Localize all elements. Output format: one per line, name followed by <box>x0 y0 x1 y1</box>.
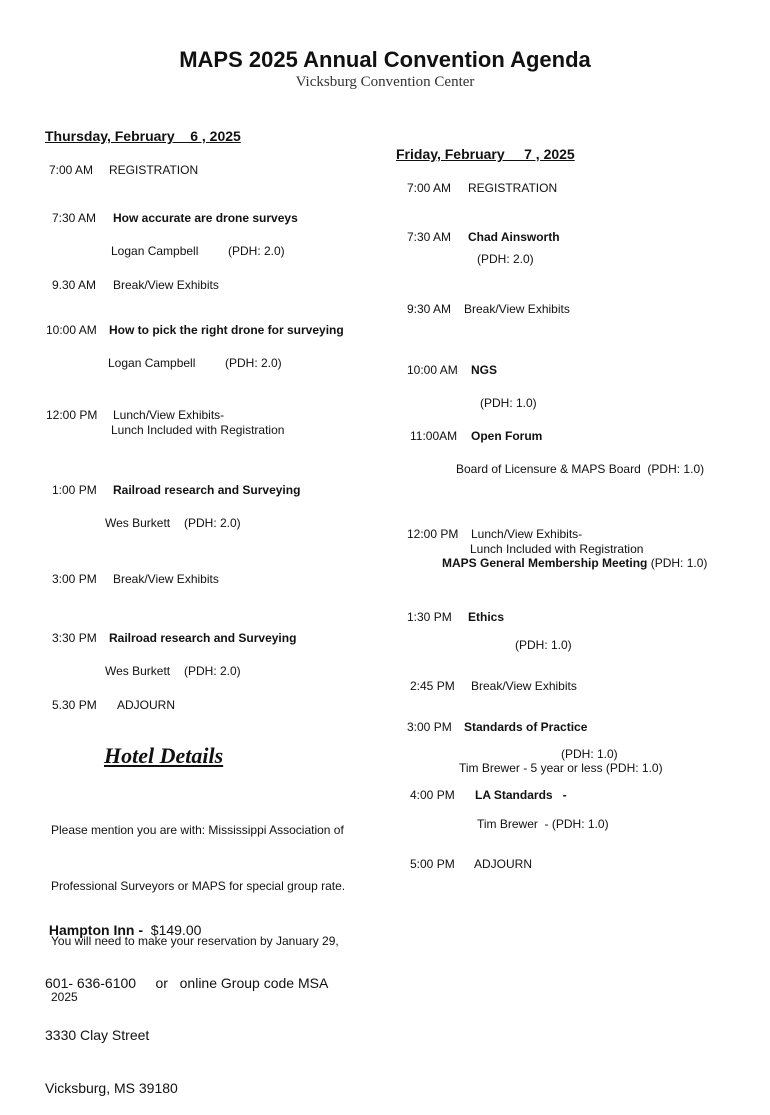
fri-pdh-7: (PDH: 1.0) <box>515 638 572 652</box>
fri-time-1: 7:00 AM <box>407 181 452 195</box>
fri-time-10: 4:00 PM <box>410 788 455 802</box>
fri-item-7: Ethics <box>468 610 505 624</box>
hotel-name-line <box>45 922 328 940</box>
friday-heading: Friday, February 7 , 2025 <box>396 146 575 162</box>
fri-time-5: 11:00AM <box>410 429 458 443</box>
membership-meeting-label: MAPS General Membership Meeting <box>442 556 648 570</box>
page-subtitle: Vicksburg Convention Center <box>295 74 475 90</box>
thursday-heading: Thursday, February 6 , 2025 <box>45 128 241 144</box>
thu-time-7: 3:00 PM <box>52 572 97 586</box>
fri-time-11: 5:00 PM <box>410 857 455 871</box>
fri-item-8: Break/View Exhibits <box>471 679 577 693</box>
fri-time-8: 2:45 PM <box>410 679 455 693</box>
fri-time-9: 3:00 PM <box>407 720 452 734</box>
membership-meeting-pdh: (PDH: 1.0) <box>647 556 708 570</box>
fri-item-1: REGISTRATION <box>468 181 558 195</box>
fri-item-4: NGS <box>471 363 498 377</box>
thu-pdh-2: (PDH: 2.0) <box>228 244 285 258</box>
fri-sub-9: Tim Brewer - 5 year or less (PDH: 1.0) <box>459 761 663 775</box>
thu-pdh-6: (PDH: 2.0) <box>184 516 241 530</box>
fri-sub-5: Board of Licensure & MAPS Board (PDH: 1.0) <box>456 462 705 476</box>
hotel-note-line: Please mention you are with: Mississippi Association of <box>51 823 344 837</box>
fri-time-4: 10:00 AM <box>407 363 458 377</box>
page-title: MAPS 2025 Annual Convention Agenda <box>179 47 591 72</box>
fri-item-10: LA Standards - <box>475 788 567 802</box>
hotel-note-line: You will need to make your reservation by January 29, <box>51 934 339 948</box>
thu-item-7: Break/View Exhibits <box>113 572 219 586</box>
fri-item-6-meeting <box>442 556 707 570</box>
thu-item-8: Railroad research and Surveying <box>109 631 297 645</box>
hotel-phone: 601- 636-6100 or online Group code MSA <box>45 974 329 991</box>
thu-time-8: 3:30 PM <box>52 631 97 645</box>
hotel-note-line: Professional Surveyors or MAPS for special group rate. <box>51 878 346 893</box>
fri-time-7: 1:30 PM <box>407 610 452 624</box>
fri-item-2: Chad Ainsworth <box>468 230 560 244</box>
fri-item-9: Standards of Practice <box>464 720 588 734</box>
thu-item-3: Break/View Exhibits <box>113 278 219 292</box>
fri-time-6: 12:00 PM <box>407 527 459 541</box>
fri-pdh-2: (PDH: 2.0) <box>477 252 534 266</box>
fri-item-11: ADJOURN <box>474 857 533 871</box>
thu-speaker-8: Wes Burkett <box>105 664 171 678</box>
thu-item-4: How to pick the right drone for surveying <box>109 323 344 337</box>
fri-pdh-9: (PDH: 1.0) <box>561 747 618 761</box>
thu-time-1: 7:00 AM <box>49 163 94 177</box>
fri-item-6-note: Lunch Included with Registration <box>470 542 644 556</box>
fri-pdh-4: (PDH: 1.0) <box>480 396 537 410</box>
hotel-note-line: 2025 <box>51 989 78 1004</box>
thu-speaker-6: Wes Burkett <box>105 516 171 530</box>
hotel-city: Vicksburg, MS 39180 <box>45 1079 178 1096</box>
thu-item-1: REGISTRATION <box>109 163 199 177</box>
thu-item-5: Lunch/View Exhibits- <box>113 408 225 422</box>
thu-item-9: ADJOURN <box>117 698 176 712</box>
thu-pdh-4: (PDH: 2.0) <box>225 356 282 370</box>
hotel-address-block <box>45 887 328 1115</box>
thu-item-5-note: Lunch Included with Registration <box>111 423 285 437</box>
thu-time-9: 5.30 PM <box>52 698 97 712</box>
fri-time-2: 7:30 AM <box>407 230 452 244</box>
thu-speaker-4: Logan Campbell <box>108 356 196 370</box>
thu-item-6: Railroad research and Surveying <box>113 483 301 497</box>
thu-time-4: 10:00 AM <box>46 323 97 337</box>
thu-item-2: How accurate are drone surveys <box>113 211 298 225</box>
fri-time-3: 9:30 AM <box>407 302 452 316</box>
thu-speaker-2: Logan Campbell <box>111 244 199 258</box>
hotel-street: 3330 Clay Street <box>45 1027 150 1043</box>
fri-item-3: Break/View Exhibits <box>464 302 570 316</box>
hotel-name: Hampton Inn - <box>48 922 143 938</box>
thu-time-5: 12:00 PM <box>46 408 98 422</box>
thu-pdh-8: (PDH: 2.0) <box>184 664 241 678</box>
hotel-price: $149.00 <box>143 922 202 938</box>
thu-time-2: 7:30 AM <box>52 211 97 225</box>
hotel-heading: Hotel Details <box>104 743 224 768</box>
fri-sub-10: Tim Brewer - (PDH: 1.0) <box>477 817 609 831</box>
fri-item-5: Open Forum <box>471 429 543 443</box>
fri-item-6: Lunch/View Exhibits- <box>471 527 583 541</box>
thu-time-3: 9.30 AM <box>52 278 97 292</box>
thu-time-6: 1:00 PM <box>52 483 97 497</box>
